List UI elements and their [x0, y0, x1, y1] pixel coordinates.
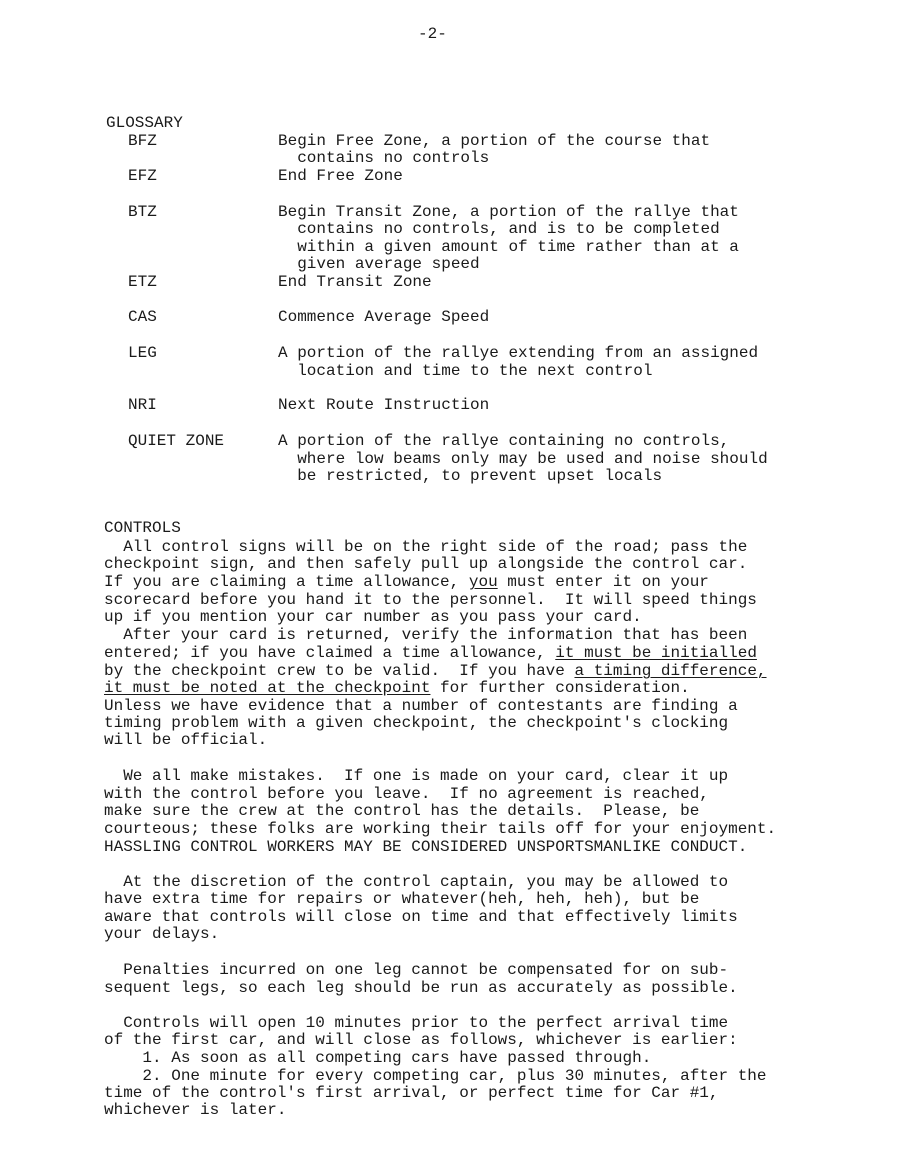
glossary-definition: where low beams only may be used and noise should [278, 450, 768, 468]
text-span: for further consideration. [430, 679, 690, 697]
underlined-text: it must be initialled [555, 644, 757, 662]
text-span: by the checkpoint crew to be valid. If you have [104, 662, 575, 680]
paragraph-line: have extra time for repairs or whatever(heh, heh, heh), but be [104, 890, 700, 908]
glossary-definition: be restricted, to prevent upset locals [278, 467, 663, 485]
paragraph-line [104, 680, 690, 697]
glossary-definition: location and time to the next control [278, 362, 653, 380]
glossary-term: QUIET ZONE [128, 432, 225, 450]
paragraph-line: After your card is returned, verify the information that has been [104, 626, 748, 644]
paragraph-line: whichever is later. [104, 1101, 287, 1119]
glossary-definition: A portion of the rallye containing no controls, [278, 432, 730, 450]
paragraph-line: timing problem with a given checkpoint, the checkpoint's clocking [104, 714, 729, 732]
glossary-definition: Next Route Instruction [278, 396, 490, 414]
glossary-definition: within a given amount of time rather than at a [278, 238, 739, 256]
paragraph-line: HASSLING CONTROL WORKERS MAY BE CONSIDERED UNSPORTSMANLIKE CONDUCT. [104, 838, 748, 856]
glossary-term: ETZ [128, 273, 157, 291]
glossary-term: EFZ [128, 167, 157, 185]
paragraph-line: with the control before you leave. If no agreement is reached, [104, 785, 709, 803]
glossary-definition: Commence Average Speed [278, 308, 490, 326]
text-span: entered; if you have claimed a time allowance, [104, 644, 556, 662]
glossary-definition: contains no controls [278, 149, 490, 167]
glossary-definition: Begin Transit Zone, a portion of the rallye that [278, 203, 739, 221]
underlined-text: you [468, 573, 498, 591]
paragraph-line: checkpoint sign, and then safely pull up alongside the control car. [104, 555, 748, 573]
paragraph-line: courteous; these folks are working their tails off for your enjoyment. [104, 820, 777, 838]
text-span: must enter it on your [497, 573, 709, 591]
paragraph-line: Penalties incurred on one leg cannot be compensated for on sub- [104, 961, 729, 979]
glossary-definition: contains no controls, and is to be completed [278, 220, 720, 238]
paragraph-line: your delays. [104, 925, 220, 943]
paragraph-line: up if you mention your car number as you pass your card. [104, 608, 642, 626]
paragraph-line: Controls will open 10 minutes prior to the perfect arrival time [104, 1014, 729, 1032]
paragraph-line: will be official. [104, 731, 268, 749]
glossary-term: NRI [128, 396, 157, 414]
paragraph-line: scorecard before you hand it to the personnel. It will speed things [104, 591, 757, 609]
underlined-text: it must be noted at the checkpoint [104, 679, 431, 697]
paragraph-line: aware that controls will close on time and that effectively limits [104, 908, 738, 926]
paragraph-line [104, 645, 757, 662]
paragraph-line: Unless we have evidence that a number of contestants are finding a [104, 697, 738, 715]
glossary-definition: Begin Free Zone, a portion of the course that [278, 132, 711, 150]
page-number: -2- [418, 25, 447, 43]
glossary-definition: given average speed [278, 255, 480, 273]
paragraph-line: sequent legs, so each leg should be run as accurately as possible. [104, 979, 738, 997]
text-span: If you are claiming a time allowance, [104, 573, 469, 591]
glossary-term: LEG [128, 344, 157, 362]
paragraph-line: We all make mistakes. If one is made on your card, clear it up [104, 767, 729, 785]
paragraph-line [104, 574, 709, 591]
controls-heading: CONTROLS [104, 519, 181, 537]
paragraph-line: time of the control's first arrival, or perfect time for Car #1, [104, 1084, 719, 1102]
paragraph-line: At the discretion of the control captain, you may be allowed to [104, 873, 729, 891]
paragraph-line [104, 663, 767, 680]
glossary-definition: End Free Zone [278, 167, 403, 185]
paragraph-line: make sure the crew at the control has the details. Please, be [104, 802, 700, 820]
glossary-heading: GLOSSARY [106, 114, 183, 132]
paragraph-line: of the first car, and will close as follows, whichever is earlier: [104, 1031, 738, 1049]
glossary-definition: End Transit Zone [278, 273, 432, 291]
glossary-term: CAS [128, 308, 157, 326]
underlined-text: a timing difference, [574, 662, 767, 680]
glossary-term: BFZ [128, 132, 157, 150]
list-item: 1. As soon as all competing cars have passed through. [104, 1049, 652, 1067]
glossary-definition: A portion of the rallye extending from an assigned [278, 344, 759, 362]
paragraph-line: All control signs will be on the right side of the road; pass the [104, 538, 748, 556]
glossary-term: BTZ [128, 203, 157, 221]
list-item: 2. One minute for every competing car, plus 30 minutes, after the [104, 1067, 767, 1085]
